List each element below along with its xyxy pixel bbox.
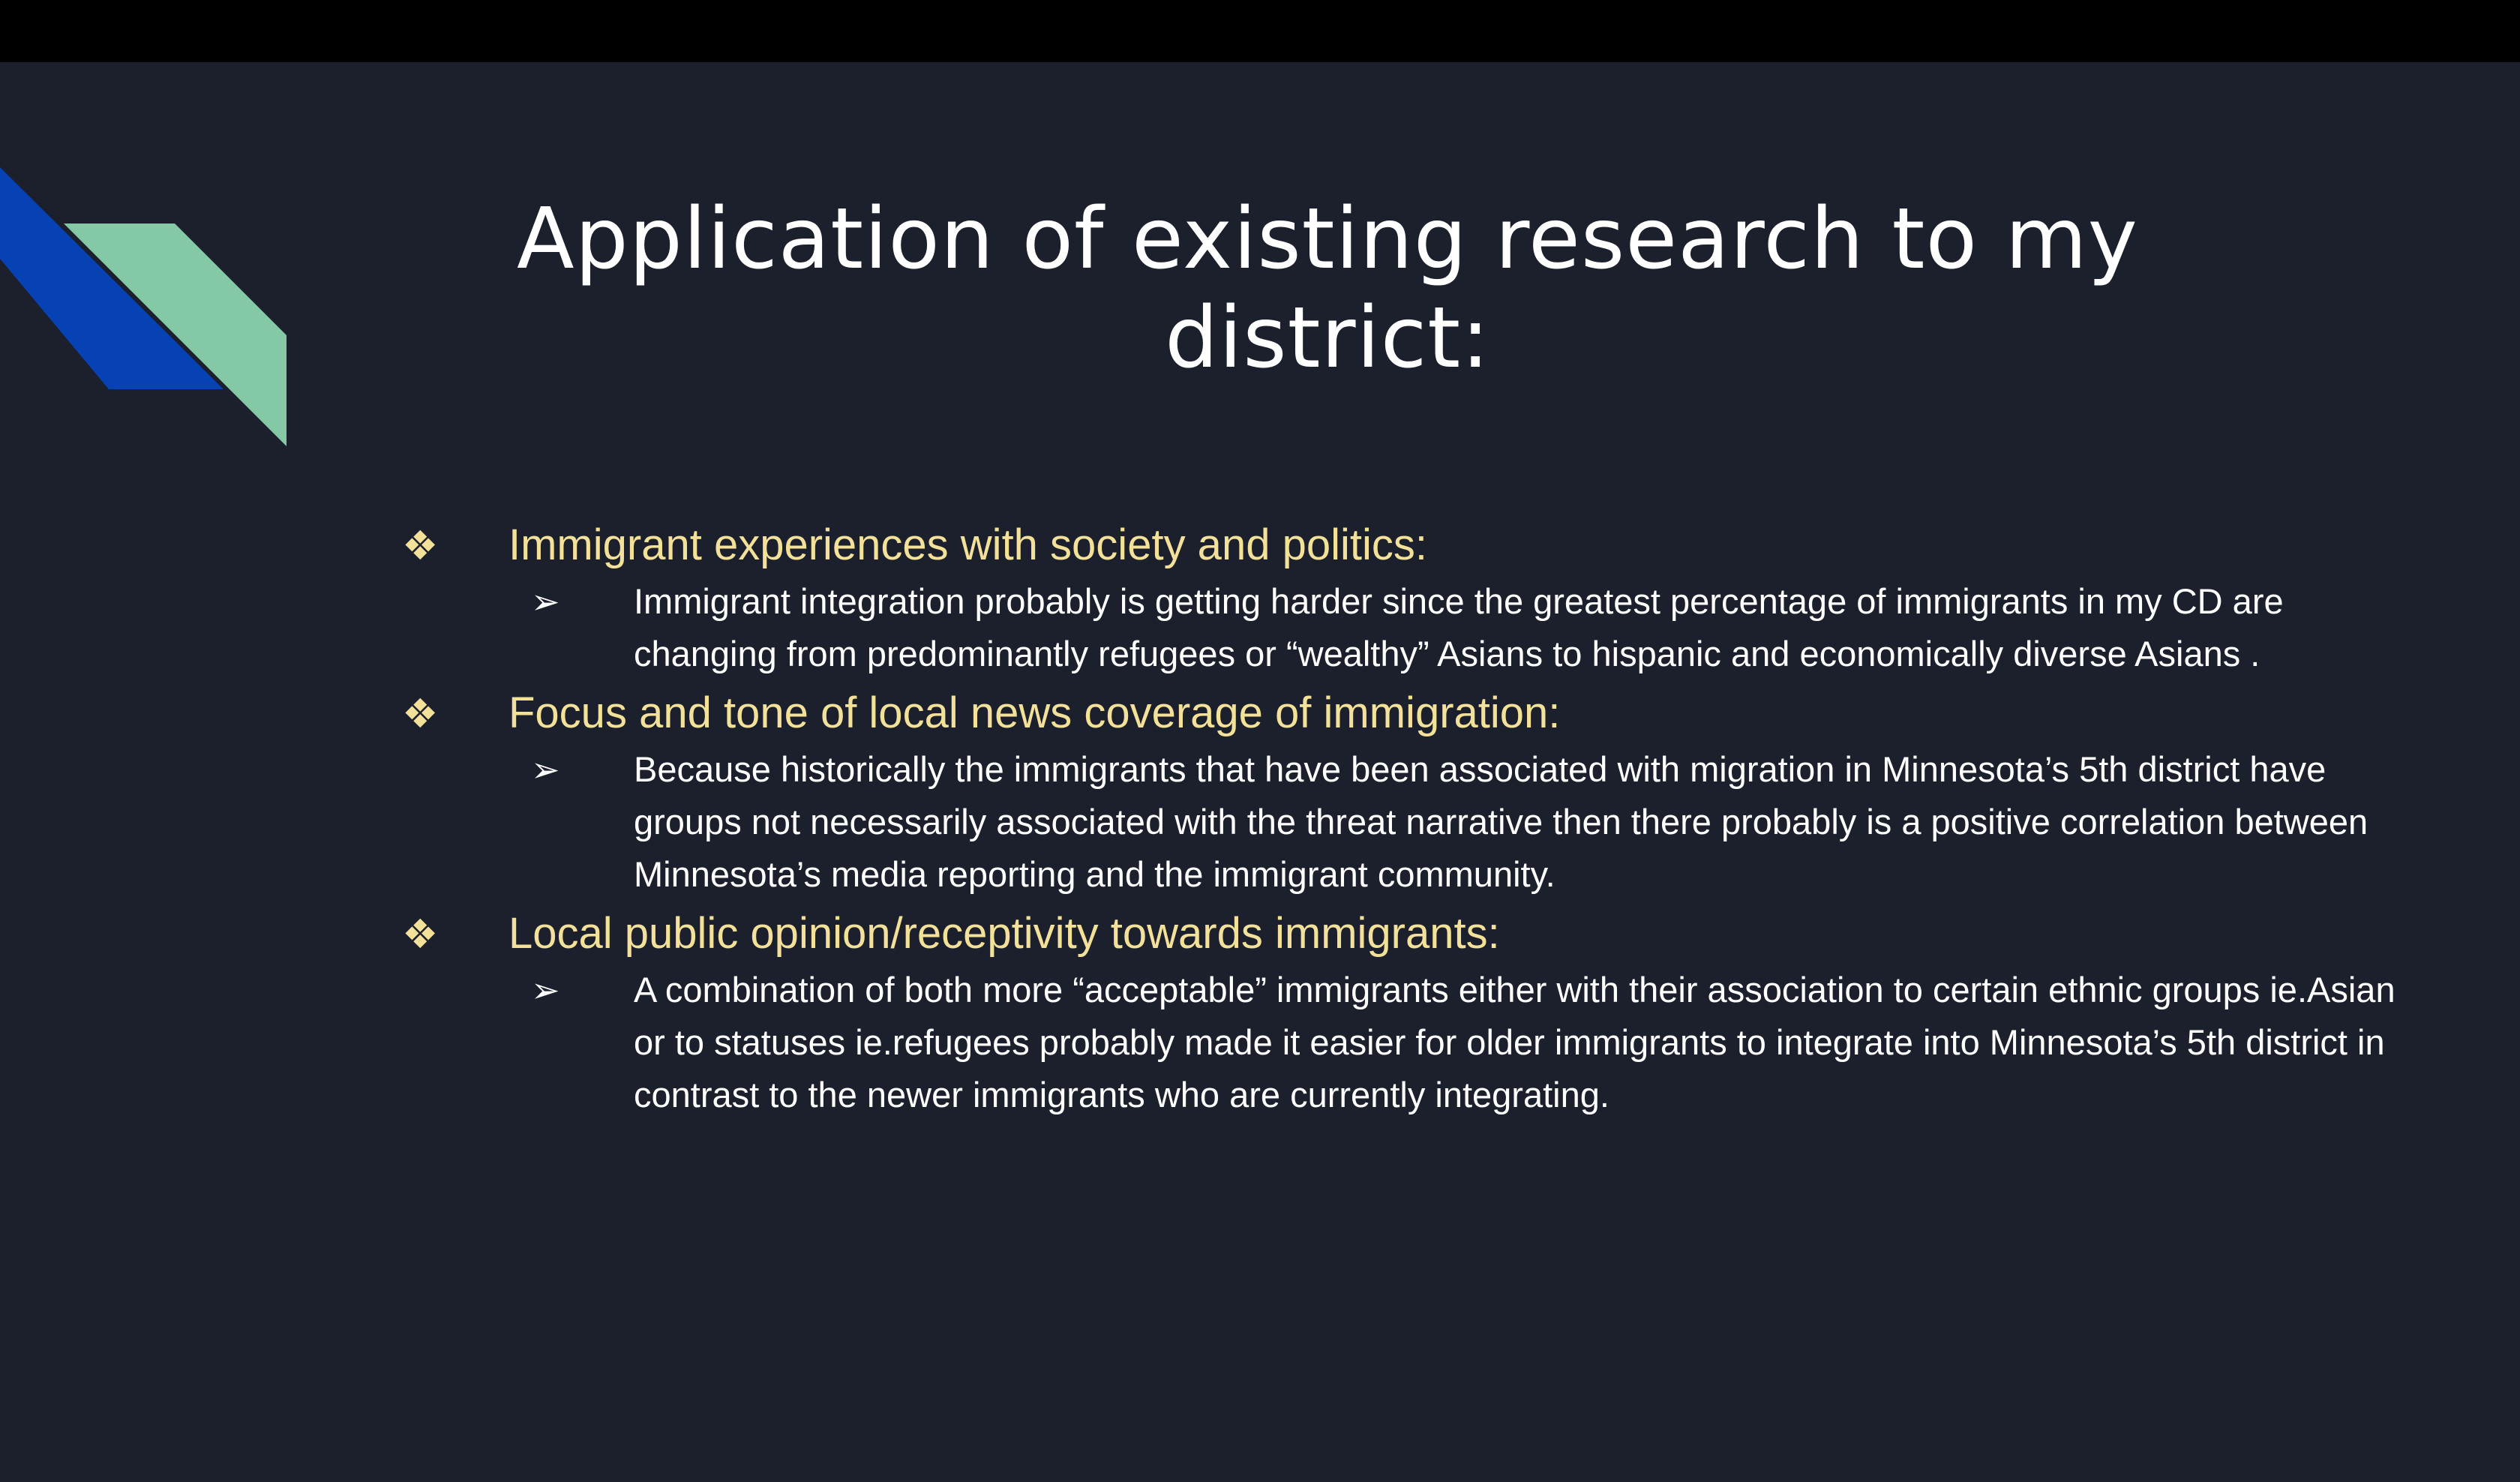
diamond-cluster-icon: ❖ (402, 910, 439, 958)
arrowhead-icon: ➢ (531, 581, 560, 622)
arrowhead-icon: ➢ (531, 749, 560, 790)
sub-item (531, 743, 2368, 901)
list-item (398, 518, 2302, 680)
bullet-list (398, 512, 2396, 1121)
arrowhead-icon: ➢ (531, 970, 560, 1010)
sub-item-text: Immigrant integration probably is getting harder since the greatest percentage of immigrants in my CD are changing from predominantly refugees or “wealthy” Asians to hispanic and economically diverse Asians . (634, 581, 2284, 674)
list-item (398, 907, 2396, 1121)
slide-title: Application of existing research to my district: (517, 190, 2138, 387)
diamond-cluster-icon: ❖ (402, 690, 439, 737)
top-black-bar (0, 0, 2520, 62)
sub-item (531, 964, 2396, 1121)
sub-item-text: Because historically the immigrants that have been associated with migration in Minnesota’s 5th district have groups not necessarily associated with the threat narrative then there probably is a positive correlation between Minnesota’s media reporting and the immigrant community. (634, 749, 2368, 894)
item-heading: Immigrant experiences with society and politics: (508, 520, 1427, 569)
sub-item (531, 575, 2302, 680)
diamond-cluster-icon: ❖ (402, 522, 439, 569)
item-heading: Local public opinion/receptivity towards immigrants: (508, 909, 1500, 958)
slide-canvas (0, 62, 2520, 1482)
sub-item-text: A combination of both more “acceptable” immigrants either with their association to certain ethnic groups ie.Asian or to statuses ie.refugees probably made it easier for older immigrants to integrate into Minnesota’s 5th district in contrast to the newer immigrants who are currently integrating. (634, 970, 2396, 1114)
corner-ribbon-decoration (0, 62, 300, 512)
item-heading: Focus and tone of local news coverage of immigration: (508, 688, 1561, 737)
list-item (398, 686, 2368, 901)
